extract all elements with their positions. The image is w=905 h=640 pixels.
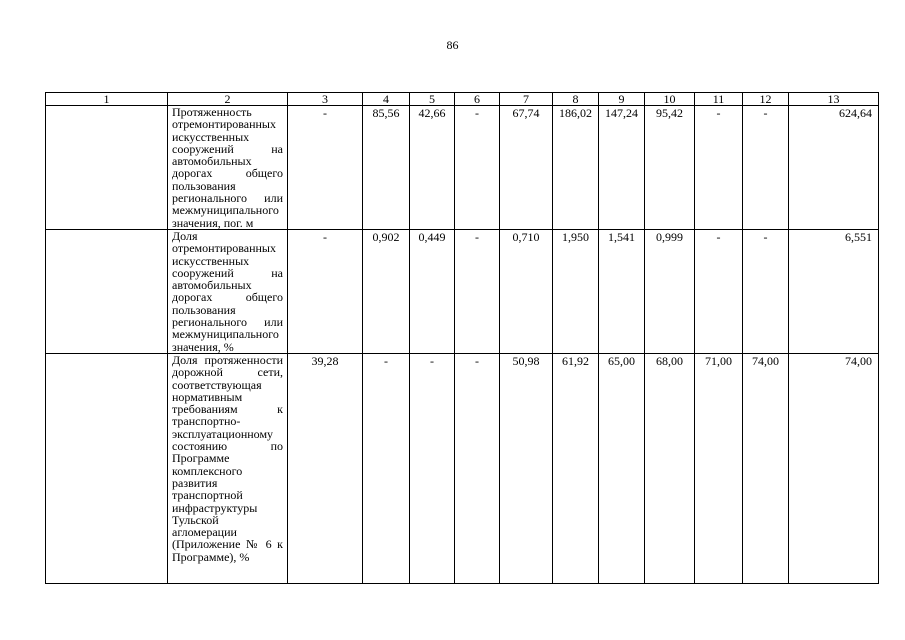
table-cell: - xyxy=(455,106,500,230)
page-number: 86 xyxy=(446,38,459,52)
table-cell: - xyxy=(410,353,455,583)
table-header-row xyxy=(46,93,879,106)
empty-cell xyxy=(46,353,168,583)
table-cell: 74,00 xyxy=(743,353,789,583)
table-cell: 0,999 xyxy=(645,230,695,354)
indicator-description: Доля протяженности дорожной сети, соответствующая нормативным требованиям к транспортно-эксплуатационному состоянию по Программе комплексного развития транспортной инфраструктуры Тульской агломерации (Приложение № 6 к Программе), % xyxy=(168,353,288,583)
table-cell: 186,02 xyxy=(553,106,599,230)
indicators-table xyxy=(45,92,879,584)
table-cell: 1,541 xyxy=(599,230,645,354)
table-row xyxy=(46,353,879,583)
column-header: 5 xyxy=(410,93,455,106)
empty-cell xyxy=(46,230,168,354)
table-cell: - xyxy=(363,353,410,583)
indicator-description: Протяженность отремонтированных искусственных сооружений на автомобильных дорогах общего пользования регионального или межмуниципального значения, пог. м xyxy=(168,106,288,230)
table-cell: - xyxy=(743,230,789,354)
column-header: 10 xyxy=(645,93,695,106)
column-header: 2 xyxy=(168,93,288,106)
table-cell: 74,00 xyxy=(789,353,879,583)
table-cell: 624,64 xyxy=(789,106,879,230)
column-header: 9 xyxy=(599,93,645,106)
table-cell: - xyxy=(695,230,743,354)
table-cell: - xyxy=(743,106,789,230)
table-cell: 6,551 xyxy=(789,230,879,354)
table-cell: - xyxy=(288,106,363,230)
table-cell: 50,98 xyxy=(500,353,553,583)
table-cell: 95,42 xyxy=(645,106,695,230)
column-header: 7 xyxy=(500,93,553,106)
table-cell: 65,00 xyxy=(599,353,645,583)
table-cell: 67,74 xyxy=(500,106,553,230)
column-header: 6 xyxy=(455,93,500,106)
empty-cell xyxy=(46,106,168,230)
column-header: 4 xyxy=(363,93,410,106)
column-header: 11 xyxy=(695,93,743,106)
table-cell: 61,92 xyxy=(553,353,599,583)
table-cell: - xyxy=(288,230,363,354)
table-cell: 42,66 xyxy=(410,106,455,230)
column-header: 3 xyxy=(288,93,363,106)
table-row xyxy=(46,106,879,230)
table-cell: 0,449 xyxy=(410,230,455,354)
table-cell: 0,902 xyxy=(363,230,410,354)
table-cell: 1,950 xyxy=(553,230,599,354)
indicator-description: Доля отремонтированных искусственных сооружений на автомобильных дорогах общего пользования регионального или межмуниципального значения, % xyxy=(168,230,288,354)
column-header: 1 xyxy=(46,93,168,106)
column-header: 8 xyxy=(553,93,599,106)
table-cell: - xyxy=(455,353,500,583)
table-cell: 68,00 xyxy=(645,353,695,583)
table-row xyxy=(46,230,879,354)
table-cell: - xyxy=(695,106,743,230)
table-cell: 147,24 xyxy=(599,106,645,230)
column-header: 12 xyxy=(743,93,789,106)
table-cell: 71,00 xyxy=(695,353,743,583)
table-cell: 85,56 xyxy=(363,106,410,230)
table-cell: 0,710 xyxy=(500,230,553,354)
column-header: 13 xyxy=(789,93,879,106)
table-cell: - xyxy=(455,230,500,354)
table-cell: 39,28 xyxy=(288,353,363,583)
